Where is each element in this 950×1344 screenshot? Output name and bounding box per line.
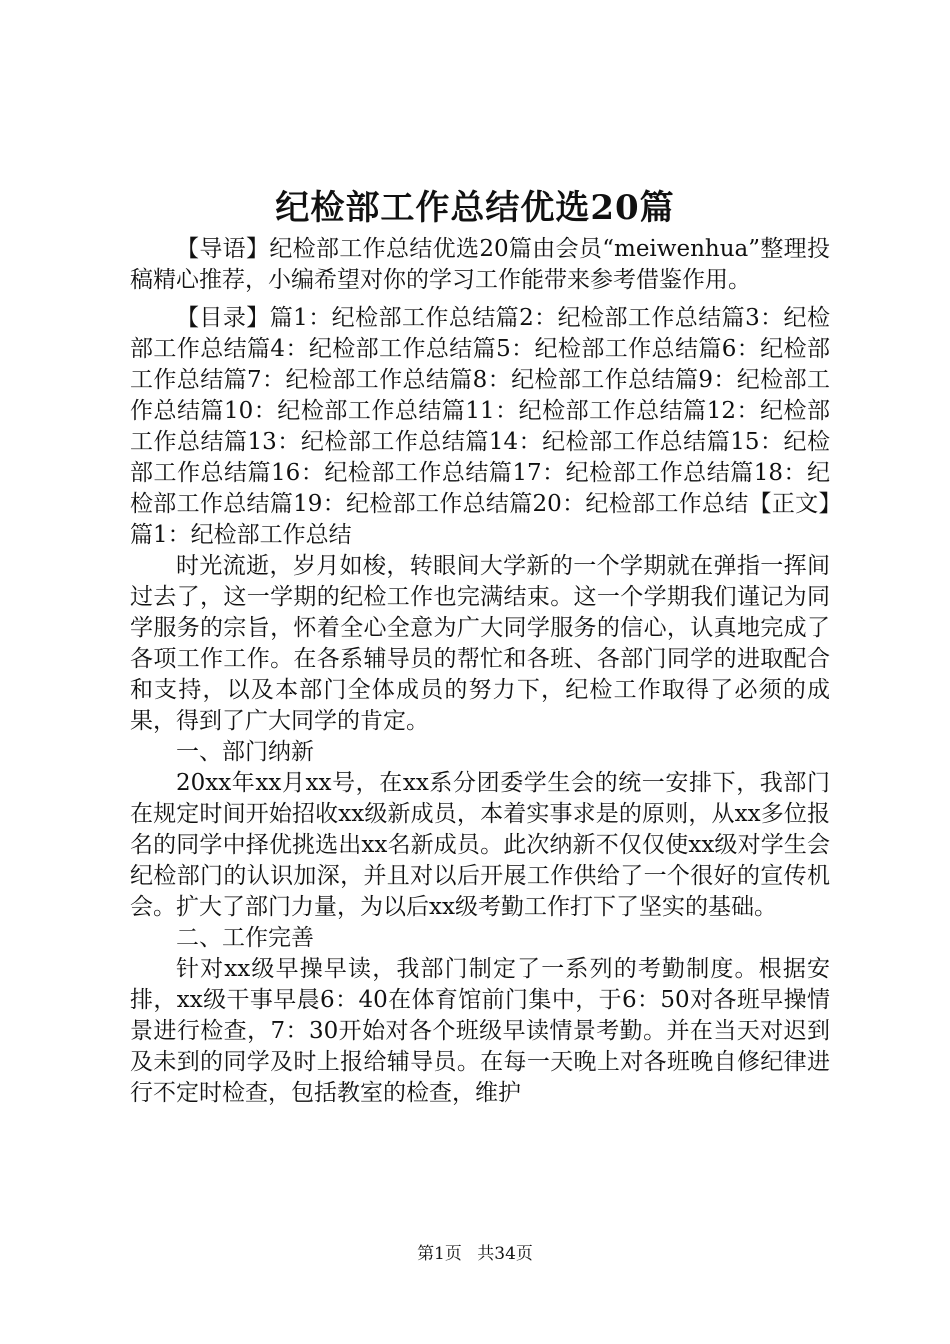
intro-paragraph: 【导语】纪检部工作总结优选20篇由会员“meiwenhua”整理投稿精心推荐，小编希望对你的学习工作能带来参考借鉴作用。	[130, 236, 830, 293]
body-paragraph: 针对xx级早操早读，我部门制定了一系列的考勤制度。根据安排，xx级干事早晨6：40在体育馆前门集中，于6：50对各班早操情景进行检查，7：30开始对各个班级早读情景考勤。并在当天对迟到及未到的同学及时上报给辅导员。在每一天晚上对各班晚自修纪律进行不定时检查，包括教室的检查，维护	[130, 956, 830, 1106]
body-paragraph: 20xx年xx月xx号，在xx系分团委学生会的统一安排下，我部门在规定时间开始招收xx级新成员，本着实事求是的原则，从xx多位报名的同学中择优挑选出xx名新成员。此次纳新不仅仅使xx级对学生会纪检部门的认识加深，并且对以后开展工作供给了一个很好的宣传机会。扩大了部门力量，为以后xx级考勤工作打下了坚实的基础。	[130, 770, 830, 920]
section-heading: 二、工作完善	[176, 925, 314, 951]
table-of-contents-paragraph: 【目录】篇1：纪检部工作总结篇2：纪检部工作总结篇3：纪检部工作总结篇4：纪检部工作总结篇5：纪检部工作总结篇6：纪检部工作总结篇7：纪检部工作总结篇8：纪检部工作总结篇9：纪检部工作总结篇10：纪检部工作总结篇11：纪检部工作总结篇12：纪检部工作总结篇13：纪检部工作总结篇14：纪检部工作总结篇15：纪检部工作总结篇16：纪检部工作总结篇17：纪检部工作总结篇18：纪检部工作总结篇19：纪检部工作总结篇20：纪检部工作总结【正文】篇1：纪检部工作总结	[130, 305, 830, 548]
page-number: 第1页	[417, 1244, 462, 1264]
section-heading: 一、部门纳新	[176, 739, 314, 765]
document-title: 纪检部工作总结优选20篇	[275, 188, 675, 228]
document-body	[130, 234, 830, 1109]
body-paragraph: 时光流逝，岁月如梭，转眼间大学新的一个学期就在弹指一挥间过去了，这一学期的纪检工作也完满结束。这一个学期我们谨记为同学服务的宗旨，怀着全心全意为广大同学服务的信心，认真地完成了各项工作工作。在各系辅导员的帮忙和各班、各部门同学的进取配合和支持，以及本部门全体成员的努力下，纪检工作取得了必须的成果，得到了广大同学的肯定。	[130, 553, 830, 734]
page-total: 共34页	[477, 1244, 533, 1264]
page-footer	[0, 1242, 950, 1266]
